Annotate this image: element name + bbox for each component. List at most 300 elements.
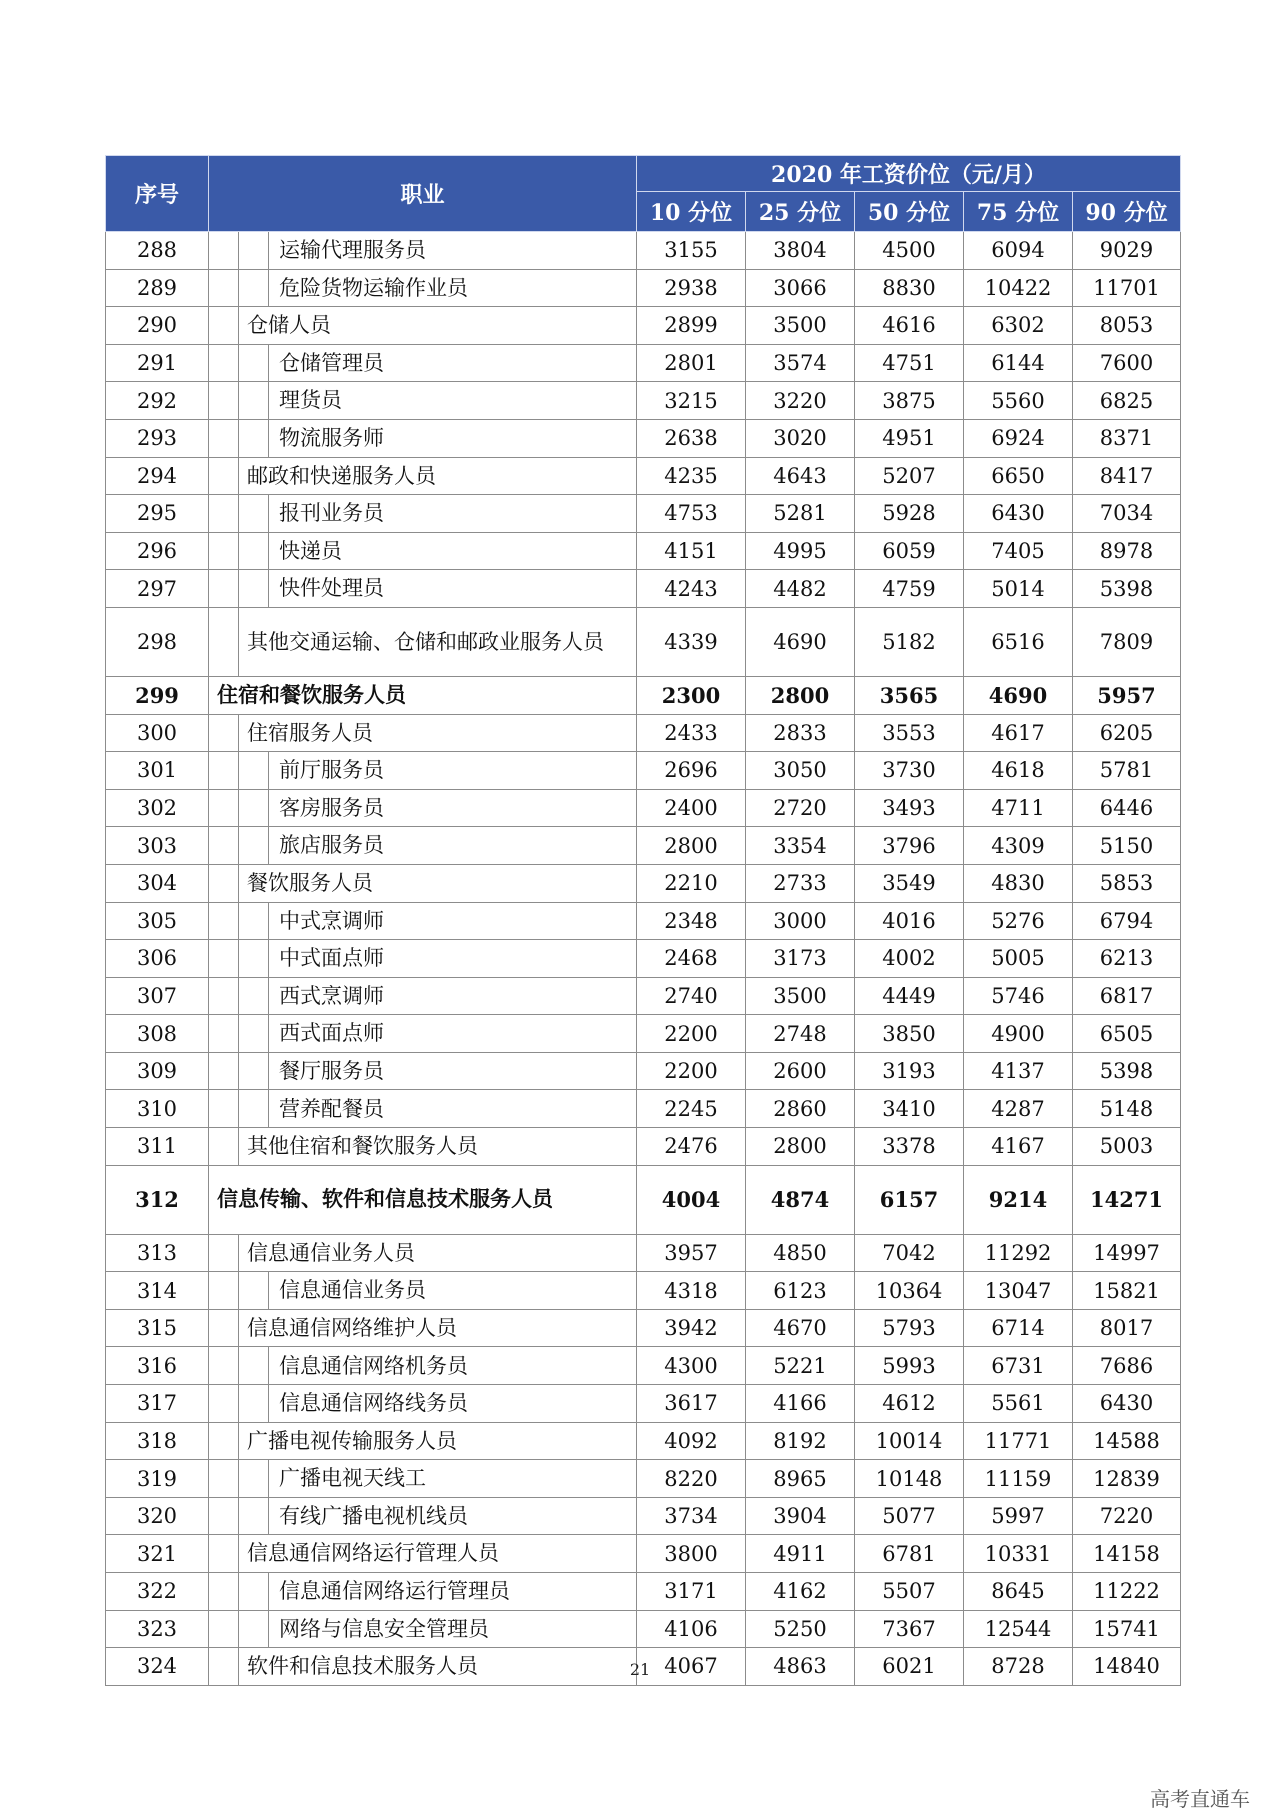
occupation-name: 其他住宿和餐饮服务人员 bbox=[239, 1128, 637, 1166]
wage-p25-cell: 4482 bbox=[746, 570, 855, 608]
wage-p50-cell: 5928 bbox=[855, 495, 964, 533]
indent-cell bbox=[209, 607, 239, 676]
wage-p10-cell: 2210 bbox=[637, 864, 746, 902]
table-row bbox=[106, 457, 1181, 495]
wage-p90-cell: 15821 bbox=[1073, 1272, 1181, 1310]
wage-p25-cell: 2800 bbox=[746, 676, 855, 714]
wage-p90-cell: 14271 bbox=[1073, 1165, 1181, 1234]
wage-p50-cell: 10148 bbox=[855, 1460, 964, 1498]
wage-p75-cell: 6430 bbox=[964, 495, 1073, 533]
wage-p25-cell: 2860 bbox=[746, 1090, 855, 1128]
wage-p75-cell: 8728 bbox=[964, 1648, 1073, 1686]
wage-p10-cell: 4151 bbox=[637, 532, 746, 570]
indent-cell bbox=[209, 1272, 239, 1310]
indent-cell bbox=[209, 1234, 239, 1272]
wage-p75-cell: 6302 bbox=[964, 307, 1073, 345]
wage-p10-cell: 8220 bbox=[637, 1460, 746, 1498]
indent-cell bbox=[209, 1460, 239, 1498]
wage-p75-cell: 4287 bbox=[964, 1090, 1073, 1128]
wage-p75-cell: 4309 bbox=[964, 827, 1073, 865]
wage-p10-cell: 2245 bbox=[637, 1090, 746, 1128]
wage-p90-cell: 14588 bbox=[1073, 1422, 1181, 1460]
wage-p50-cell: 6059 bbox=[855, 532, 964, 570]
table-row bbox=[106, 1234, 1181, 1272]
wage-p50-cell: 7042 bbox=[855, 1234, 964, 1272]
wage-p75-cell: 5560 bbox=[964, 382, 1073, 420]
table-row bbox=[106, 827, 1181, 865]
wage-table bbox=[105, 155, 1181, 1686]
table-row bbox=[106, 1610, 1181, 1648]
wage-p10-cell: 3617 bbox=[637, 1385, 746, 1423]
wage-p50-cell: 3493 bbox=[855, 789, 964, 827]
occupation-name: 住宿服务人员 bbox=[239, 714, 637, 752]
wage-p10-cell: 2200 bbox=[637, 1015, 746, 1053]
wage-p50-cell: 4449 bbox=[855, 977, 964, 1015]
indent-cell bbox=[239, 1460, 269, 1498]
indent-cell bbox=[239, 1497, 269, 1535]
occupation-name: 理货员 bbox=[269, 382, 637, 420]
wage-p10-cell: 3215 bbox=[637, 382, 746, 420]
wage-p90-cell: 5003 bbox=[1073, 1128, 1181, 1166]
row-number: 300 bbox=[106, 714, 209, 752]
wage-p50-cell: 3378 bbox=[855, 1128, 964, 1166]
indent-cell bbox=[239, 269, 269, 307]
occupation-name: 危险货物运输作业员 bbox=[269, 269, 637, 307]
indent-cell bbox=[209, 902, 239, 940]
indent-cell bbox=[209, 864, 239, 902]
row-number: 324 bbox=[106, 1648, 209, 1686]
wage-p50-cell: 5077 bbox=[855, 1497, 964, 1535]
row-number: 323 bbox=[106, 1610, 209, 1648]
occupation-name: 有线广播电视机线员 bbox=[269, 1497, 637, 1535]
wage-p50-cell: 4002 bbox=[855, 940, 964, 978]
indent-cell bbox=[239, 1610, 269, 1648]
table-row bbox=[106, 1052, 1181, 1090]
wage-p75-cell: 13047 bbox=[964, 1272, 1073, 1310]
wage-p75-cell: 11159 bbox=[964, 1460, 1073, 1498]
wage-p50-cell: 3549 bbox=[855, 864, 964, 902]
wage-p90-cell: 6817 bbox=[1073, 977, 1181, 1015]
occupation-name: 信息通信网络维护人员 bbox=[239, 1309, 637, 1347]
wage-p50-cell: 8830 bbox=[855, 269, 964, 307]
indent-cell bbox=[239, 1347, 269, 1385]
indent-cell bbox=[239, 1385, 269, 1423]
wage-p90-cell: 8053 bbox=[1073, 307, 1181, 345]
indent-cell bbox=[209, 977, 239, 1015]
wage-p90-cell: 5398 bbox=[1073, 570, 1181, 608]
header-p90: 90 分位 bbox=[1073, 192, 1181, 232]
table-row bbox=[106, 977, 1181, 1015]
wage-p25-cell: 4690 bbox=[746, 607, 855, 676]
wage-p10-cell: 4318 bbox=[637, 1272, 746, 1310]
indent-cell bbox=[209, 457, 239, 495]
occupation-name: 网络与信息安全管理员 bbox=[269, 1610, 637, 1648]
row-number: 297 bbox=[106, 570, 209, 608]
row-number: 302 bbox=[106, 789, 209, 827]
table-row bbox=[106, 940, 1181, 978]
wage-p50-cell: 4759 bbox=[855, 570, 964, 608]
indent-cell bbox=[209, 1422, 239, 1460]
table-row bbox=[106, 1015, 1181, 1053]
wage-p75-cell: 5014 bbox=[964, 570, 1073, 608]
indent-cell bbox=[209, 1015, 239, 1053]
occupation-name: 快件处理员 bbox=[269, 570, 637, 608]
wage-p90-cell: 5148 bbox=[1073, 1090, 1181, 1128]
wage-p25-cell: 4166 bbox=[746, 1385, 855, 1423]
wage-p75-cell: 11292 bbox=[964, 1234, 1073, 1272]
row-number: 316 bbox=[106, 1347, 209, 1385]
wage-p75-cell: 5561 bbox=[964, 1385, 1073, 1423]
wage-p10-cell: 2638 bbox=[637, 419, 746, 457]
wage-p75-cell: 4690 bbox=[964, 676, 1073, 714]
wage-p75-cell: 12544 bbox=[964, 1610, 1073, 1648]
wage-p25-cell: 2733 bbox=[746, 864, 855, 902]
wage-p90-cell: 8978 bbox=[1073, 532, 1181, 570]
header-p10: 10 分位 bbox=[637, 192, 746, 232]
row-number: 299 bbox=[106, 676, 209, 714]
indent-cell bbox=[209, 827, 239, 865]
indent-cell bbox=[239, 1573, 269, 1611]
wage-p90-cell: 14997 bbox=[1073, 1234, 1181, 1272]
occupation-name: 物流服务师 bbox=[269, 419, 637, 457]
wage-p75-cell: 5746 bbox=[964, 977, 1073, 1015]
wage-p10-cell: 4300 bbox=[637, 1347, 746, 1385]
wage-p25-cell: 4643 bbox=[746, 457, 855, 495]
wage-p90-cell: 7600 bbox=[1073, 344, 1181, 382]
indent-cell bbox=[239, 532, 269, 570]
row-number: 292 bbox=[106, 382, 209, 420]
row-number: 317 bbox=[106, 1385, 209, 1423]
wage-p50-cell: 5793 bbox=[855, 1309, 964, 1347]
wage-p50-cell: 7367 bbox=[855, 1610, 964, 1648]
wage-p90-cell: 5398 bbox=[1073, 1052, 1181, 1090]
indent-cell bbox=[209, 1090, 239, 1128]
indent-cell bbox=[209, 269, 239, 307]
row-number: 322 bbox=[106, 1573, 209, 1611]
wage-p25-cell: 4911 bbox=[746, 1535, 855, 1573]
occupation-name: 快递员 bbox=[269, 532, 637, 570]
header-p75: 75 分位 bbox=[964, 192, 1073, 232]
wage-p90-cell: 5957 bbox=[1073, 676, 1181, 714]
table-row bbox=[106, 419, 1181, 457]
table-row bbox=[106, 495, 1181, 533]
wage-p90-cell: 5150 bbox=[1073, 827, 1181, 865]
indent-cell bbox=[239, 1052, 269, 1090]
wage-p25-cell: 6123 bbox=[746, 1272, 855, 1310]
header-p25: 25 分位 bbox=[746, 192, 855, 232]
indent-cell bbox=[209, 532, 239, 570]
indent-cell bbox=[239, 1015, 269, 1053]
occupation-name: 西式烹调师 bbox=[269, 977, 637, 1015]
occupation-name: 广播电视传输服务人员 bbox=[239, 1422, 637, 1460]
occupation-name: 仓储管理员 bbox=[269, 344, 637, 382]
row-number: 307 bbox=[106, 977, 209, 1015]
indent-cell bbox=[209, 714, 239, 752]
occupation-name: 西式面点师 bbox=[269, 1015, 637, 1053]
table-row bbox=[106, 1497, 1181, 1535]
row-number: 293 bbox=[106, 419, 209, 457]
indent-cell bbox=[209, 1347, 239, 1385]
wage-p10-cell: 3957 bbox=[637, 1234, 746, 1272]
indent-cell bbox=[239, 1272, 269, 1310]
indent-cell bbox=[209, 1385, 239, 1423]
table-row bbox=[106, 382, 1181, 420]
wage-p10-cell: 4092 bbox=[637, 1422, 746, 1460]
row-number: 314 bbox=[106, 1272, 209, 1310]
wage-p75-cell: 8645 bbox=[964, 1573, 1073, 1611]
occupation-name: 邮政和快递服务人员 bbox=[239, 457, 637, 495]
occupation-name: 中式烹调师 bbox=[269, 902, 637, 940]
wage-p75-cell: 10331 bbox=[964, 1535, 1073, 1573]
wage-p25-cell: 3904 bbox=[746, 1497, 855, 1535]
wage-p25-cell: 3173 bbox=[746, 940, 855, 978]
wage-p50-cell: 3875 bbox=[855, 382, 964, 420]
wage-p50-cell: 4751 bbox=[855, 344, 964, 382]
wage-p75-cell: 10422 bbox=[964, 269, 1073, 307]
wage-p25-cell: 4162 bbox=[746, 1573, 855, 1611]
wage-p10-cell: 2476 bbox=[637, 1128, 746, 1166]
wage-p10-cell: 4243 bbox=[637, 570, 746, 608]
table-row bbox=[106, 307, 1181, 345]
wage-p10-cell: 2300 bbox=[637, 676, 746, 714]
occupation-name: 软件和信息技术服务人员 bbox=[239, 1648, 637, 1686]
wage-p90-cell: 8417 bbox=[1073, 457, 1181, 495]
wage-p90-cell: 6205 bbox=[1073, 714, 1181, 752]
wage-p90-cell: 12839 bbox=[1073, 1460, 1181, 1498]
indent-cell bbox=[209, 1497, 239, 1535]
wage-p25-cell: 3500 bbox=[746, 307, 855, 345]
row-number: 288 bbox=[106, 232, 209, 270]
indent-cell bbox=[209, 344, 239, 382]
wage-p90-cell: 7686 bbox=[1073, 1347, 1181, 1385]
indent-cell bbox=[239, 495, 269, 533]
indent-cell bbox=[209, 1128, 239, 1166]
wage-p90-cell: 5853 bbox=[1073, 864, 1181, 902]
indent-cell bbox=[239, 902, 269, 940]
wage-p75-cell: 6650 bbox=[964, 457, 1073, 495]
wage-p50-cell: 4500 bbox=[855, 232, 964, 270]
wage-p90-cell: 9029 bbox=[1073, 232, 1181, 270]
occupation-name: 报刊业务员 bbox=[269, 495, 637, 533]
row-number: 295 bbox=[106, 495, 209, 533]
wage-p75-cell: 6094 bbox=[964, 232, 1073, 270]
table-row bbox=[106, 607, 1181, 676]
wage-p10-cell: 2899 bbox=[637, 307, 746, 345]
row-number: 306 bbox=[106, 940, 209, 978]
wage-p10-cell: 2800 bbox=[637, 827, 746, 865]
table-row bbox=[106, 1460, 1181, 1498]
wage-p10-cell: 4004 bbox=[637, 1165, 746, 1234]
wage-p50-cell: 3410 bbox=[855, 1090, 964, 1128]
row-number: 290 bbox=[106, 307, 209, 345]
wage-p75-cell: 6924 bbox=[964, 419, 1073, 457]
wage-p10-cell: 4753 bbox=[637, 495, 746, 533]
indent-cell bbox=[209, 1610, 239, 1648]
table-row bbox=[106, 1309, 1181, 1347]
row-number: 301 bbox=[106, 752, 209, 790]
indent-cell bbox=[209, 419, 239, 457]
indent-cell bbox=[239, 940, 269, 978]
wage-p90-cell: 6446 bbox=[1073, 789, 1181, 827]
wage-p25-cell: 5250 bbox=[746, 1610, 855, 1648]
wage-p75-cell: 9214 bbox=[964, 1165, 1073, 1234]
indent-cell bbox=[209, 789, 239, 827]
watermark-text: 高考直通车 bbox=[1150, 1787, 1250, 1811]
wage-p10-cell: 2200 bbox=[637, 1052, 746, 1090]
table-row bbox=[106, 570, 1181, 608]
wage-p50-cell: 3850 bbox=[855, 1015, 964, 1053]
occupation-name: 运输代理服务员 bbox=[269, 232, 637, 270]
wage-p75-cell: 6731 bbox=[964, 1347, 1073, 1385]
wage-p25-cell: 2600 bbox=[746, 1052, 855, 1090]
row-number: 321 bbox=[106, 1535, 209, 1573]
wage-p90-cell: 6794 bbox=[1073, 902, 1181, 940]
row-number: 312 bbox=[106, 1165, 209, 1234]
wage-p25-cell: 2720 bbox=[746, 789, 855, 827]
wage-p50-cell: 6021 bbox=[855, 1648, 964, 1686]
indent-cell bbox=[239, 789, 269, 827]
indent-cell bbox=[209, 1535, 239, 1573]
occupation-name: 餐厅服务员 bbox=[269, 1052, 637, 1090]
page-number: 21 bbox=[629, 1660, 651, 1679]
wage-p25-cell: 3574 bbox=[746, 344, 855, 382]
table-body bbox=[106, 232, 1181, 1686]
table-row bbox=[106, 1128, 1181, 1166]
wage-p25-cell: 5221 bbox=[746, 1347, 855, 1385]
indent-cell bbox=[239, 344, 269, 382]
wage-p50-cell: 4612 bbox=[855, 1385, 964, 1423]
wage-p50-cell: 10364 bbox=[855, 1272, 964, 1310]
table-row bbox=[106, 902, 1181, 940]
wage-p25-cell: 3050 bbox=[746, 752, 855, 790]
wage-p25-cell: 5281 bbox=[746, 495, 855, 533]
wage-p75-cell: 4830 bbox=[964, 864, 1073, 902]
indent-cell bbox=[239, 752, 269, 790]
wage-p50-cell: 6781 bbox=[855, 1535, 964, 1573]
row-number: 291 bbox=[106, 344, 209, 382]
occupation-name: 信息通信网络运行管理人员 bbox=[239, 1535, 637, 1573]
wage-p10-cell: 2400 bbox=[637, 789, 746, 827]
indent-cell bbox=[209, 382, 239, 420]
wage-p25-cell: 8965 bbox=[746, 1460, 855, 1498]
wage-p50-cell: 4951 bbox=[855, 419, 964, 457]
wage-p90-cell: 7034 bbox=[1073, 495, 1181, 533]
wage-p75-cell: 6714 bbox=[964, 1309, 1073, 1347]
wage-p75-cell: 6516 bbox=[964, 607, 1073, 676]
table-row bbox=[106, 1272, 1181, 1310]
indent-cell bbox=[209, 940, 239, 978]
header-wage-group: 2020 年工资价位（元/月） bbox=[637, 156, 1181, 192]
indent-cell bbox=[239, 232, 269, 270]
wage-p50-cell: 3553 bbox=[855, 714, 964, 752]
wage-p90-cell: 11222 bbox=[1073, 1573, 1181, 1611]
wage-p90-cell: 8371 bbox=[1073, 419, 1181, 457]
wage-p75-cell: 5276 bbox=[964, 902, 1073, 940]
wage-p25-cell: 4850 bbox=[746, 1234, 855, 1272]
wage-p10-cell: 2696 bbox=[637, 752, 746, 790]
row-number: 294 bbox=[106, 457, 209, 495]
wage-p75-cell: 6144 bbox=[964, 344, 1073, 382]
wage-p10-cell: 3171 bbox=[637, 1573, 746, 1611]
row-number: 319 bbox=[106, 1460, 209, 1498]
wage-p75-cell: 4137 bbox=[964, 1052, 1073, 1090]
header-seq: 序号 bbox=[106, 156, 209, 232]
wage-p75-cell: 4618 bbox=[964, 752, 1073, 790]
wage-p10-cell: 2433 bbox=[637, 714, 746, 752]
occupation-name: 信息传输、软件和信息技术服务人员 bbox=[209, 1165, 637, 1234]
wage-p50-cell: 3565 bbox=[855, 676, 964, 714]
wage-p50-cell: 5993 bbox=[855, 1347, 964, 1385]
occupation-name: 营养配餐员 bbox=[269, 1090, 637, 1128]
wage-p50-cell: 5182 bbox=[855, 607, 964, 676]
wage-p25-cell: 3804 bbox=[746, 232, 855, 270]
wage-p25-cell: 3066 bbox=[746, 269, 855, 307]
row-number: 289 bbox=[106, 269, 209, 307]
row-number: 318 bbox=[106, 1422, 209, 1460]
wage-p10-cell: 4339 bbox=[637, 607, 746, 676]
wage-p50-cell: 4016 bbox=[855, 902, 964, 940]
wage-p90-cell: 7220 bbox=[1073, 1497, 1181, 1535]
wage-p75-cell: 4900 bbox=[964, 1015, 1073, 1053]
row-number: 310 bbox=[106, 1090, 209, 1128]
occupation-name: 其他交通运输、仓储和邮政业服务人员 bbox=[239, 607, 637, 676]
indent-cell bbox=[209, 1052, 239, 1090]
wage-p50-cell: 3796 bbox=[855, 827, 964, 865]
wage-p90-cell: 11701 bbox=[1073, 269, 1181, 307]
wage-p10-cell: 4067 bbox=[637, 1648, 746, 1686]
wage-p25-cell: 3500 bbox=[746, 977, 855, 1015]
wage-p50-cell: 5507 bbox=[855, 1573, 964, 1611]
occupation-name: 餐饮服务人员 bbox=[239, 864, 637, 902]
indent-cell bbox=[209, 752, 239, 790]
wage-p10-cell: 3942 bbox=[637, 1309, 746, 1347]
header-occupation: 职业 bbox=[209, 156, 637, 232]
occupation-name: 信息通信网络线务员 bbox=[269, 1385, 637, 1423]
wage-p25-cell: 2800 bbox=[746, 1128, 855, 1166]
wage-p25-cell: 4874 bbox=[746, 1165, 855, 1234]
wage-p10-cell: 2740 bbox=[637, 977, 746, 1015]
wage-p75-cell: 4167 bbox=[964, 1128, 1073, 1166]
wage-p10-cell: 3734 bbox=[637, 1497, 746, 1535]
table-row bbox=[106, 1573, 1181, 1611]
wage-p90-cell: 6825 bbox=[1073, 382, 1181, 420]
row-number: 305 bbox=[106, 902, 209, 940]
table-row bbox=[106, 1347, 1181, 1385]
occupation-name: 中式面点师 bbox=[269, 940, 637, 978]
wage-p25-cell: 2833 bbox=[746, 714, 855, 752]
wage-p25-cell: 4863 bbox=[746, 1648, 855, 1686]
wage-p10-cell: 2468 bbox=[637, 940, 746, 978]
wage-p50-cell: 4616 bbox=[855, 307, 964, 345]
wage-p25-cell: 4670 bbox=[746, 1309, 855, 1347]
row-number: 296 bbox=[106, 532, 209, 570]
wage-p75-cell: 5005 bbox=[964, 940, 1073, 978]
wage-p50-cell: 5207 bbox=[855, 457, 964, 495]
occupation-name: 信息通信业务员 bbox=[269, 1272, 637, 1310]
row-number: 320 bbox=[106, 1497, 209, 1535]
table-row bbox=[106, 269, 1181, 307]
table-row bbox=[106, 1422, 1181, 1460]
wage-p10-cell: 3155 bbox=[637, 232, 746, 270]
table-row bbox=[106, 789, 1181, 827]
header-p50: 50 分位 bbox=[855, 192, 964, 232]
row-number: 311 bbox=[106, 1128, 209, 1166]
occupation-name: 住宿和餐饮服务人员 bbox=[209, 676, 637, 714]
wage-p10-cell: 3800 bbox=[637, 1535, 746, 1573]
occupation-name: 信息通信业务人员 bbox=[239, 1234, 637, 1272]
wage-p90-cell: 6505 bbox=[1073, 1015, 1181, 1053]
indent-cell bbox=[239, 570, 269, 608]
